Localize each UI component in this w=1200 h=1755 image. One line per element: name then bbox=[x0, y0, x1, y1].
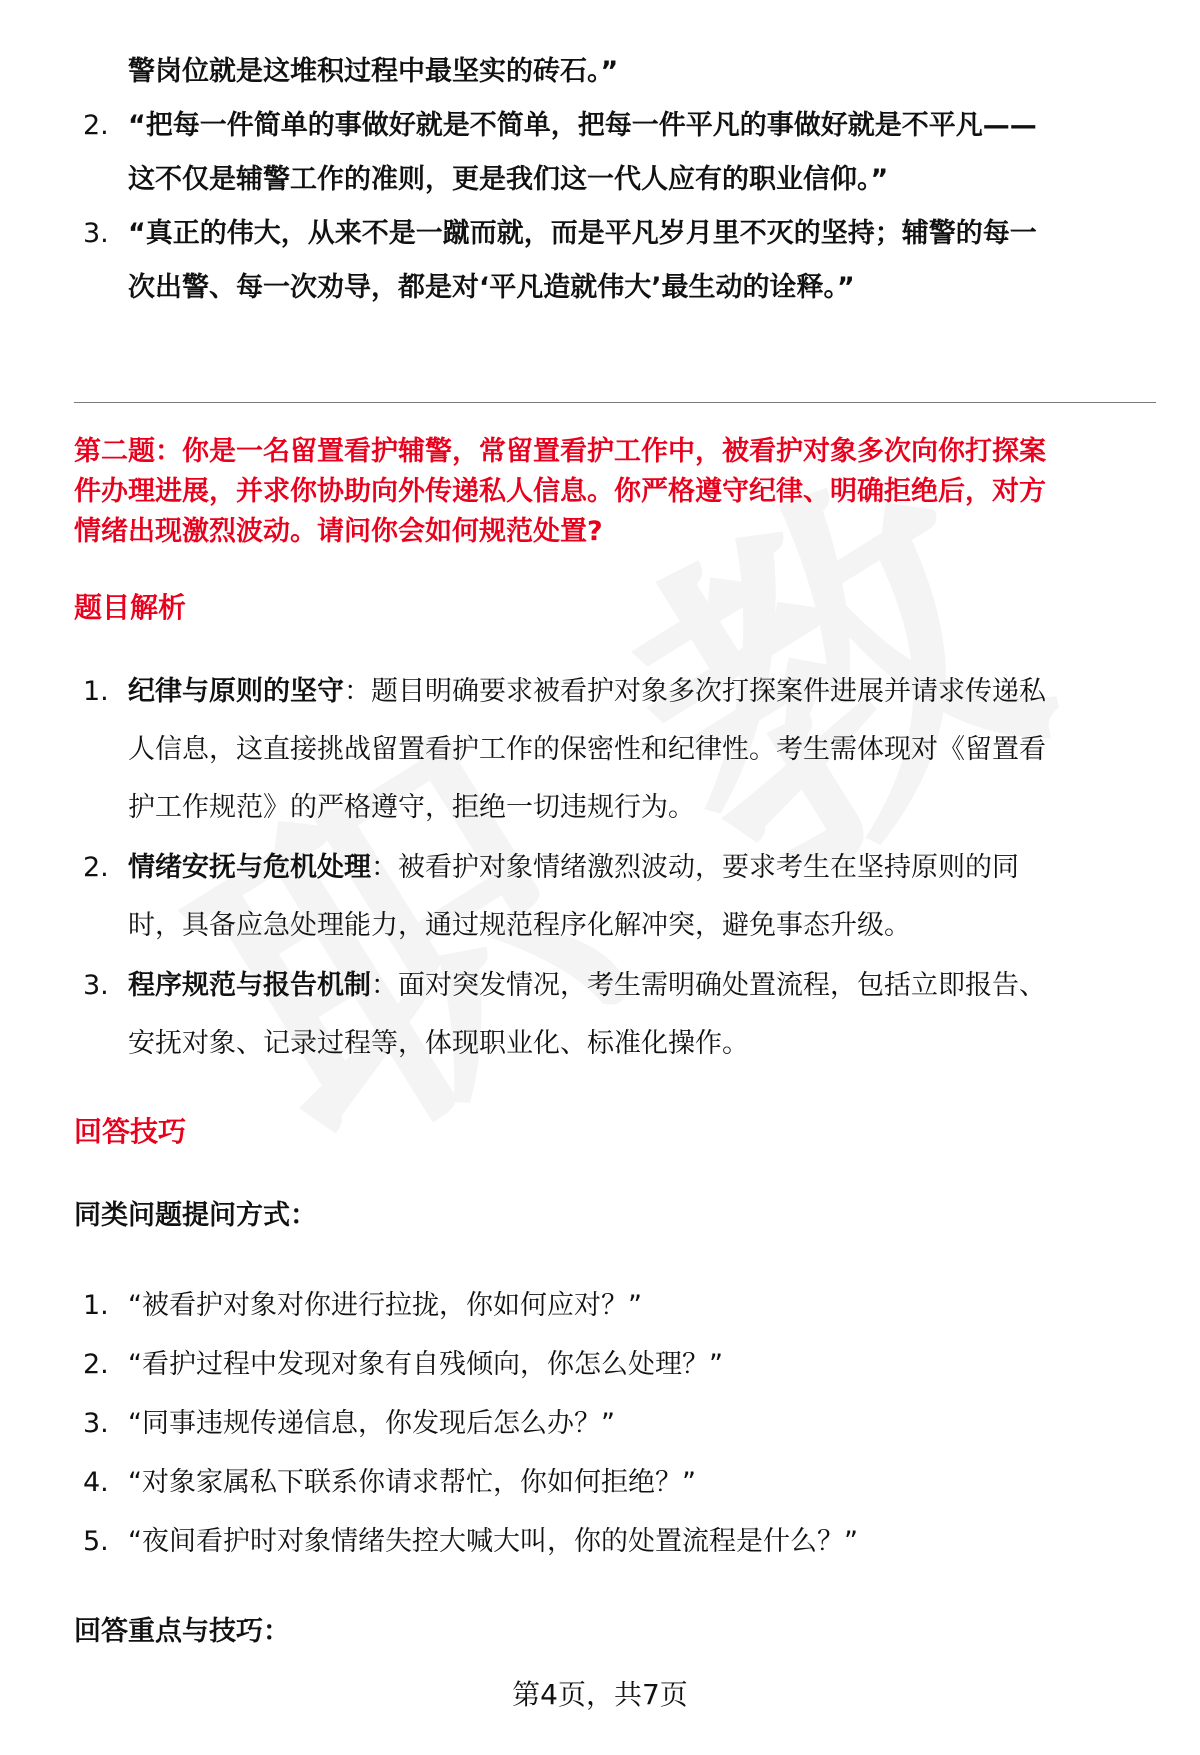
list-item-line: 这不仅是辅警工作的准则，更是我们这一代人应有的职业信仰。” bbox=[128, 164, 889, 195]
analysis-item-line bbox=[128, 838, 1019, 898]
list-number: 3. bbox=[83, 970, 109, 1001]
similar-questions-heading: 同类问题提问方式： bbox=[74, 1200, 317, 1231]
analysis-item-text: ：被看护对象情绪激烈波动，要求考生在坚持原则的同 bbox=[371, 852, 1019, 883]
analysis-item-line: 时，具备应急处理能力，通过规范程序化解冲突，避免事态升级。 bbox=[128, 910, 911, 941]
analysis-item-line bbox=[128, 956, 1046, 1016]
question-line: 件办理进展，并求你协助向外传递私人信息。你严格遵守纪律、明确拒绝后，对方 bbox=[74, 476, 1046, 507]
similar-question: “同事违规传递信息，你发现后怎么办？” bbox=[128, 1408, 615, 1439]
analysis-item-line: 安抚对象、记录过程等，体现职业化、标准化操作。 bbox=[128, 1028, 749, 1059]
list-number: 4. bbox=[83, 1467, 109, 1498]
similar-question: “看护过程中发现对象有自残倾向，你怎么处理？” bbox=[128, 1349, 723, 1380]
list-number: 1. bbox=[83, 1290, 109, 1321]
page-number: 第4页，共7页 bbox=[512, 1678, 688, 1711]
list-number: 3. bbox=[83, 1408, 109, 1439]
list-number: 2. bbox=[83, 110, 109, 141]
analysis-item-text: ：面对突发情况，考生需明确处置流程，包括立即报告、 bbox=[371, 970, 1046, 1001]
analysis-item-line: 人信息，这直接挑战留置看护工作的保密性和纪律性。考生需体现对《留置看 bbox=[128, 734, 1046, 765]
list-number: 2. bbox=[83, 852, 109, 883]
continuation-line: 警岗位就是这堆积过程中最坚实的砖石。” bbox=[128, 56, 619, 87]
similar-question: “被看护对象对你进行拉拢，你如何应对？” bbox=[128, 1290, 642, 1321]
question-line: 情绪出现激烈波动。请问你会如何规范处置? bbox=[74, 516, 603, 547]
list-number: 3. bbox=[83, 218, 109, 249]
list-number: 2. bbox=[83, 1349, 109, 1380]
key-points-heading: 回答重点与技巧： bbox=[74, 1616, 290, 1647]
list-item-line: “真正的伟大，从来不是一蹴而就，而是平凡岁月里不灭的坚持；辅警的每一 bbox=[128, 218, 1037, 249]
similar-question: “夜间看护时对象情绪失控大喊大叫，你的处置流程是什么？” bbox=[128, 1526, 858, 1557]
list-number: 5. bbox=[83, 1526, 109, 1557]
list-item-line: “把每一件简单的事做好就是不简单，把每一件平凡的事做好就是不平凡—— bbox=[128, 110, 1037, 141]
analysis-item-title: 程序规范与报告机制 bbox=[128, 970, 371, 1001]
similar-question: “对象家属私下联系你请求帮忙，你如何拒绝？” bbox=[128, 1467, 696, 1498]
question-block bbox=[74, 432, 1154, 552]
list-number: 1. bbox=[83, 676, 109, 707]
analysis-item-title: 情绪安抚与危机处理 bbox=[128, 852, 371, 883]
analysis-heading: 题目解析 bbox=[74, 591, 187, 624]
question-line: 第二题：你是一名留置看护辅警，常留置看护工作中，被看护对象多次向你打探案 bbox=[74, 436, 1046, 467]
analysis-item-line: 护工作规范》的严格遵守，拒绝一切违规行为。 bbox=[128, 792, 695, 823]
list-item-line: 次出警、每一次劝导，都是对‘平凡造就伟大’最生动的诠释。” bbox=[128, 272, 855, 303]
analysis-item-text: ：题目明确要求被看护对象多次打探案件进展并请求传递私 bbox=[344, 676, 1046, 707]
analysis-item-line bbox=[128, 662, 1046, 722]
tips-heading: 回答技巧 bbox=[74, 1115, 187, 1148]
analysis-item-title: 纪律与原则的坚守 bbox=[128, 676, 344, 707]
section-divider bbox=[74, 402, 1156, 403]
